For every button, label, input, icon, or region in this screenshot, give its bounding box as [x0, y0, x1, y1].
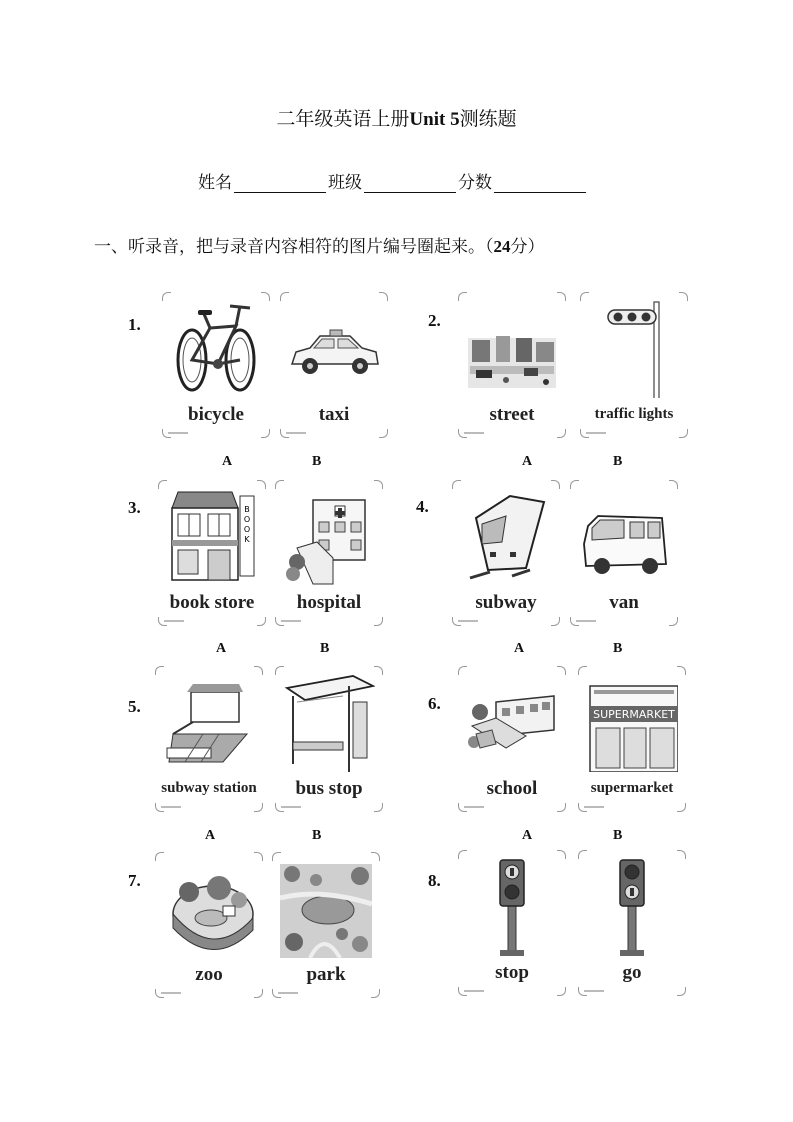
option-card-a[interactable]	[458, 850, 566, 996]
option-card-a[interactable]	[155, 852, 263, 998]
option-label-a: A	[522, 828, 533, 843]
option-card-a[interactable]	[158, 480, 266, 626]
supermarket-icon	[586, 672, 678, 772]
question-number: 7.	[128, 871, 141, 890]
park-icon	[280, 858, 372, 958]
option-word-b: go	[622, 962, 642, 983]
option-card-b[interactable]	[580, 292, 688, 438]
street-icon	[466, 298, 558, 398]
title-cn-2: 测练题	[459, 108, 517, 130]
section-suffix: 分）	[510, 237, 545, 257]
option-word-b: supermarket	[590, 780, 674, 796]
option-word-b: traffic lights	[594, 406, 674, 422]
option-card-b[interactable]	[578, 666, 686, 812]
option-card-a[interactable]	[458, 292, 566, 438]
zoo-icon	[163, 858, 255, 958]
bookstore-icon	[166, 486, 258, 586]
question-number: 5.	[128, 697, 141, 716]
option-card-a[interactable]	[458, 666, 566, 812]
question-number: 4.	[416, 497, 429, 516]
option-card-a[interactable]	[162, 292, 270, 438]
option-label-b: B	[312, 454, 322, 469]
option-word-a: subway	[475, 592, 537, 613]
question-number: 6.	[428, 694, 441, 713]
option-word-b: hospital	[296, 592, 362, 613]
score-label: 分数	[458, 173, 492, 193]
name-blank[interactable]	[234, 174, 326, 193]
option-card-b[interactable]	[578, 850, 686, 996]
bicycle-icon	[170, 298, 262, 398]
option-label-a: A	[222, 454, 233, 469]
class-blank[interactable]	[364, 174, 456, 193]
option-label-a: A	[216, 641, 227, 656]
option-label-a: A	[522, 454, 533, 469]
option-label-b: B	[613, 454, 623, 469]
svg-text:O: O	[243, 525, 251, 534]
option-word-b: van	[609, 592, 639, 613]
option-label-b: B	[312, 828, 322, 843]
option-word-b: taxi	[318, 404, 350, 425]
option-label-b: B	[613, 828, 623, 843]
option-label-a: A	[514, 641, 525, 656]
section-points: 24	[493, 237, 511, 256]
subway-station-icon	[163, 672, 255, 772]
option-card-b[interactable]	[570, 480, 678, 626]
option-card-a[interactable]	[452, 480, 560, 626]
question-number: 2.	[428, 311, 441, 330]
page-title	[0, 104, 793, 131]
question-number: 1.	[128, 315, 141, 334]
stop-light-icon	[466, 856, 558, 956]
name-label: 姓名	[198, 173, 232, 193]
option-word-a: book store	[169, 592, 255, 613]
score-blank[interactable]	[494, 174, 586, 193]
option-word-a: subway station	[161, 780, 257, 796]
question-number: 8.	[428, 871, 441, 890]
student-info	[198, 168, 588, 193]
svg-text:K: K	[244, 535, 250, 544]
section-heading	[94, 232, 545, 257]
subway-train-icon	[460, 486, 552, 586]
go-light-icon	[586, 856, 678, 956]
option-card-a[interactable]	[155, 666, 263, 812]
title-cn-1: 二年级英语上册	[276, 108, 410, 130]
option-word-b: park	[306, 964, 346, 985]
school-icon	[466, 672, 558, 772]
bus-stop-icon	[283, 672, 375, 772]
title-unit: Unit 5	[409, 109, 460, 130]
option-card-b[interactable]	[272, 852, 380, 998]
section-text: 一、听录音，把与录音内容相符的图片编号圈起来。（	[94, 237, 494, 257]
option-word-b: bus stop	[295, 778, 363, 799]
supermarket-sign: SUPERMARKET	[593, 708, 675, 721]
option-word-a: street	[489, 404, 535, 425]
option-word-a: stop	[495, 962, 529, 983]
svg-text:B: B	[244, 505, 250, 514]
van-icon	[578, 486, 670, 586]
option-label-b: B	[613, 641, 623, 656]
class-label: 班级	[328, 173, 362, 193]
taxi-icon	[288, 298, 380, 398]
option-card-b[interactable]	[275, 666, 383, 812]
traffic-light-icon	[588, 298, 680, 398]
option-word-a: zoo	[195, 964, 223, 985]
option-word-a: school	[486, 778, 538, 799]
option-label-b: B	[320, 641, 330, 656]
question-number: 3.	[128, 498, 141, 517]
option-card-b[interactable]	[275, 480, 383, 626]
hospital-icon	[283, 486, 375, 586]
option-card-b[interactable]	[280, 292, 388, 438]
svg-text:O: O	[243, 515, 251, 524]
option-label-a: A	[205, 828, 216, 843]
option-word-a: bicycle	[188, 404, 244, 425]
